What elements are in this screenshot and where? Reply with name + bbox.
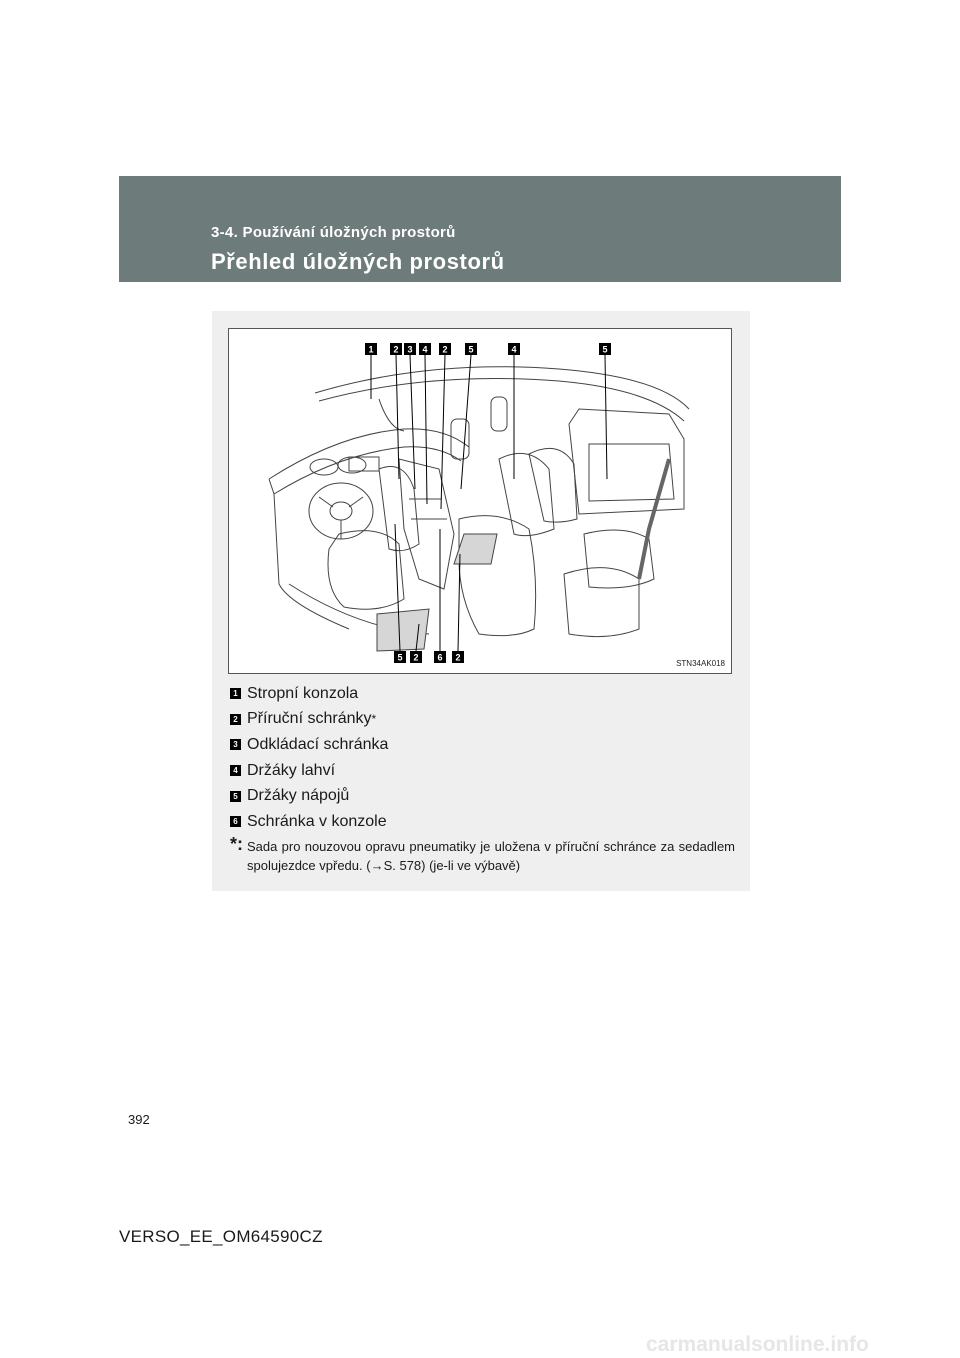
legend-list [230,681,740,835]
legend-item-5 [230,783,740,809]
svg-text:5: 5 [397,652,403,663]
footnote-marker: *: [230,834,243,854]
svg-text:2: 2 [455,652,461,663]
content-panel [212,311,750,891]
callout-top-2b [439,343,451,509]
callout-top-2a [390,343,402,479]
legend-item-2 [230,707,740,733]
callout-top-5a [461,343,477,489]
legend-label: Držáky lahví [247,761,336,779]
callout-top-4a [419,343,431,504]
page-title: Přehled úložných prostorů [211,249,505,274]
callout-top-4b [508,343,520,479]
legend-label: Stropní konzola [247,684,359,702]
legend-number: 3 [230,739,241,750]
legend-number: 4 [230,765,241,776]
legend-number: 5 [230,791,241,802]
watermark-logo [644,1332,956,1356]
legend-item-6 [230,809,740,835]
legend-item-4 [230,758,740,784]
svg-text:4: 4 [422,344,428,355]
car-interior-drawing [229,329,733,675]
page-header [119,176,841,282]
footnote [230,834,735,875]
legend-label: Schránka v konzole [247,812,387,830]
legend-item-1 [230,681,740,707]
svg-text:2: 2 [393,344,399,355]
svg-text:1: 1 [368,344,374,355]
legend-number: 2 [230,714,241,725]
legend-label: Příruční schránky [247,710,372,728]
callout-top-1 [365,343,377,399]
svg-text:2: 2 [413,652,419,663]
document-id: VERSO_EE_OM64590CZ [119,1227,323,1246]
legend-item-3 [230,732,740,758]
legend-number: 6 [230,816,241,827]
page-number: 392 [128,1112,150,1127]
svg-text:carmanualsonline.info: carmanualsonline.info [646,1333,869,1356]
section-title: 3-4. Používání úložných prostorů [211,224,456,241]
footnote-text: Sada pro nouzovou opravu pneumatiky je uložena v příruční schránce za sedadlem spolujezdce vpředu. (→S. 578) (je-li ve výbavě) [247,839,735,873]
legend-label: Držáky nápojů [247,787,350,805]
legend-number: 1 [230,688,241,699]
callout-bottom-6 [434,529,446,663]
interior-illustration [228,328,732,674]
legend-label: Odkládací schránka [247,735,389,753]
svg-text:5: 5 [468,344,474,355]
svg-text:5: 5 [602,344,608,355]
callout-bottom-2b [452,554,464,663]
svg-text:6: 6 [437,652,443,663]
svg-text:2: 2 [442,344,448,355]
figure-code: STN34AK018 [676,659,725,668]
footnote-mark: * [371,712,377,727]
svg-text:4: 4 [511,344,517,355]
callout-top-3 [404,343,416,489]
svg-text:3: 3 [407,344,413,355]
